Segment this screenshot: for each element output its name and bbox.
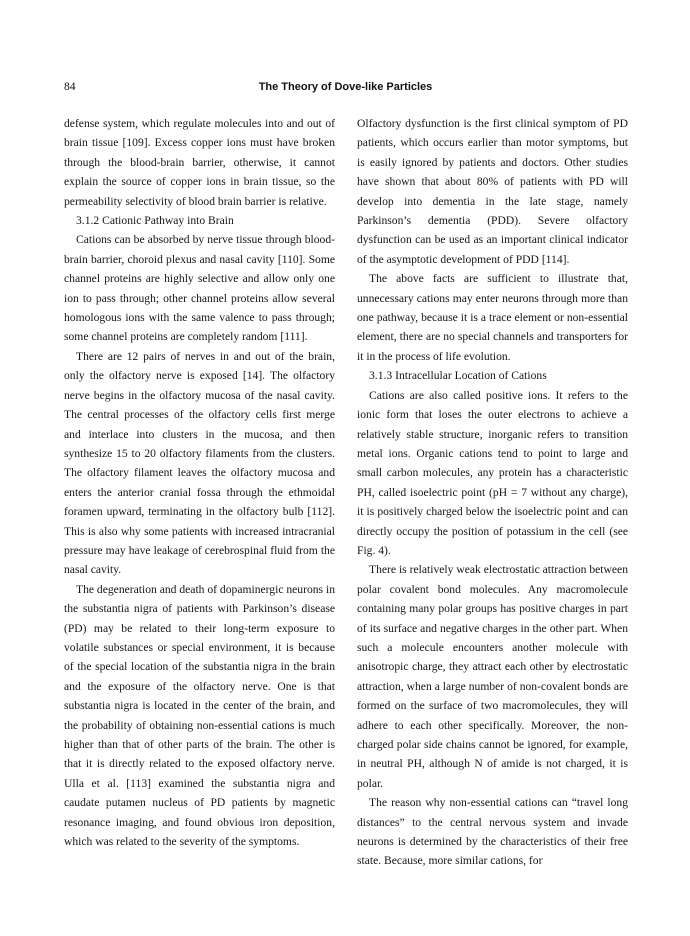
paragraph: There is relatively weak electrostatic attraction between polar covalent bond molecules. Any macromolecule containing many polar groups has positive charges in part of its surface and negative charges in the other part. When such a molecule encounters another molecule with anisotropic charge, they attract each other by electrostatic attraction, when a large number of non-covalent bonds are formed on the surface of two macromolecules, they will adhere to each other specifically. Moreover, the non-charged polar side chains cannot be ignored, for example, in neutral PH, although N of amide is not charged, it is polar. [357,563,628,790]
section-heading: 3.1.2 Cationic Pathway into Brain [76,214,234,228]
paragraph: The above facts are sufficient to illustrate that, unnecessary cations may enter neurons through more than one pathway, because it is a trace element or non-essential element, there are no special channels and transporters for it in the process of life evolution. [357,272,628,363]
paragraph: Olfactory dysfunction is the first clinical symptom of PD patients, which occurs earlier than motor symptoms, but is easily ignored by patients and doctors. Other studies have shown that about 80% of patients with PD will develop into dementia in the late stage, namely Parkinson’s dementia (PDD). Severe olfactory dysfunction can be used as an important clinical indicator of the asymptotic development of PDD [114]. [357,117,628,266]
left-column [64,114,335,851]
section-heading: 3.1.3 Intracellular Location of Cations [369,369,547,383]
paragraph: Cations can be absorbed by nerve tissue through blood-brain barrier, choroid plexus and nasal cavity [110]. Some channel proteins are highly selective and allow only one ion to pass through; other channel proteins allow several homologous ions with the same valence to pass through; some channel proteins are completely random [111]. [64,233,335,344]
paragraph: Cations are also called positive ions. It refers to the ionic form that loses the outer electrons to achieve a relatively stable structure, inorganic refers to transition metal ions. Organic cations tend to point to large and small carbon molecules, any protein has a characteristic PH, called isoelectric point (pH = 7 without any charge), it is positively charged below the isoelectric point and can directly occupy the position of potassium in the cell (see Fig. 4). [357,388,628,557]
page-header [64,81,627,97]
paragraph: There are 12 pairs of nerves in and out of the brain, only the olfactory nerve is exposed [14]. The olfactory nerve begins in the olfactory mucosa of the nasal cavity. The central processes of the olfactory cells first merge and interlace into clusters in the mucosa, and then synthesize 15 to 20 olfactory filaments from the clusters. The olfactory filament leaves the olfactory mucosa and enters the anterior cranial fossa through the ethmoidal foramen upward, terminating in the olfactory bulb [112]. This is also why some patients with increased intracranial pressure may have leakage of cerebrospinal fluid from the nasal cavity. [64,349,335,577]
paragraph: The degeneration and death of dopaminergic neurons in the substantia nigra of patients with Parkinson’s disease (PD) may be related to their long-term exposure to volatile substances or special environment, it is because of the special location of the substantia nigra in the brain and the exposure of the olfactory nerve. One is that substantia nigra is located in the center of the brain, and the probability of obtaining non-essential cations is much higher than that of other parts of the brain. The other is that it is directly related to the exposed olfactory nerve. Ulla et al. [113] examined the substantia nigra and caudate putamen nucleus of PD patients by magnetic resonance imaging, and found obvious iron deposition, which was related to the severity of the symptoms. [64,582,335,849]
paragraph: The reason why non-essential cations can “travel long distances” to the central nervous system and invade neurons is determined by the characteristics of their free state. Because, more similar cations, for [357,796,628,868]
running-title: The Theory of Dove-like Particles [258,81,433,93]
paragraph: defense system, which regulate molecules into and out of brain tissue [109]. Excess copper ions must have broken through the blood-brain barrier, otherwise, it cannot explain the source of copper ions in brain tissue, so the permeability selectivity of blood brain barrier is relative. [64,117,335,208]
right-column [357,114,628,871]
page-number: 84 [64,81,76,93]
